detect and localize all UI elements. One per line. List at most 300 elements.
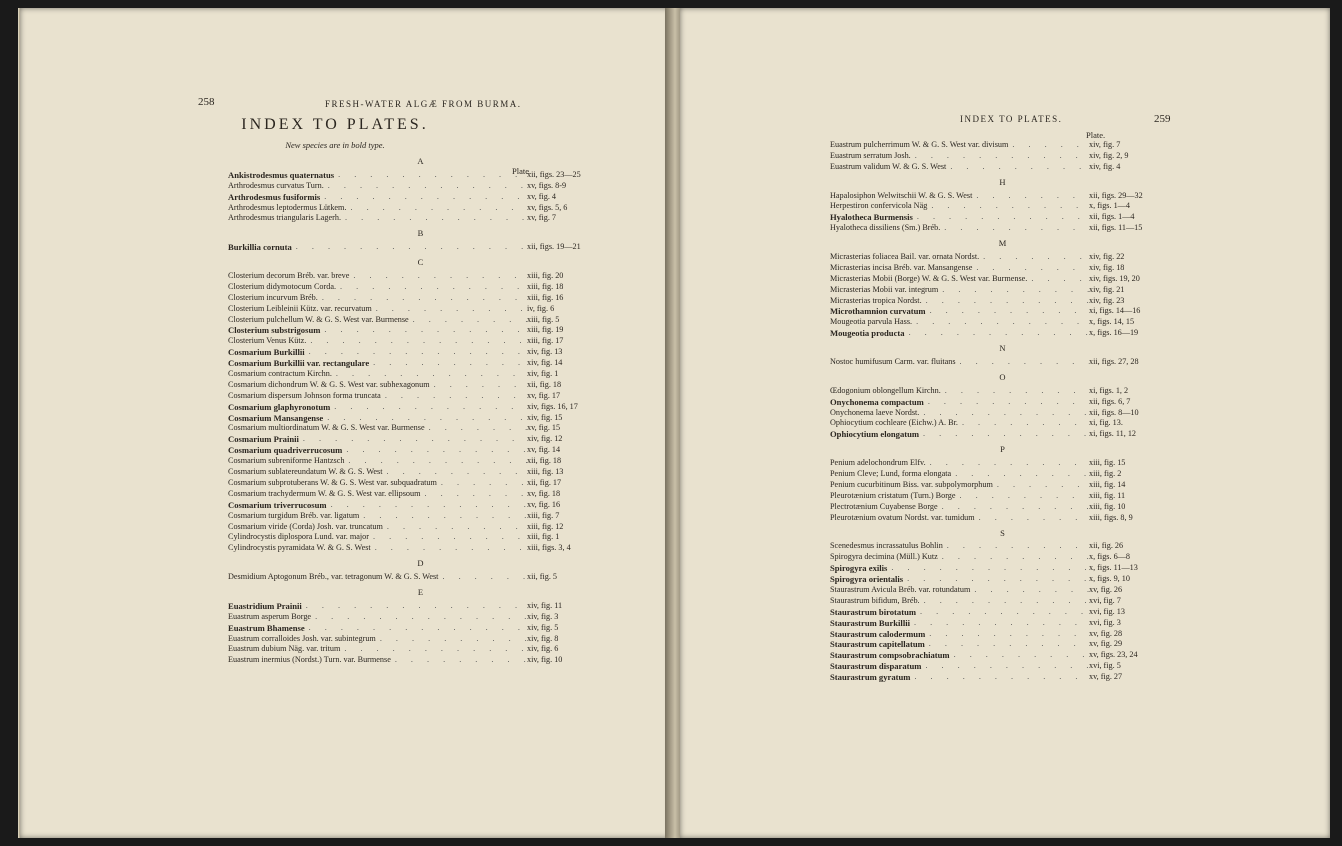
plate-reference: xiii, fig. 7: [527, 510, 560, 520]
plate-reference: xvi, fig. 5: [1089, 661, 1121, 671]
plate-reference: xiv, fig. 21: [1089, 284, 1125, 294]
index-entry: [830, 317, 1175, 328]
plate-reference: xii, figs. 11—15: [1089, 223, 1143, 233]
species-name: Hyalotheca dissiliens (Sm.) Bréb.: [830, 223, 941, 233]
leader-dots: [921, 661, 1089, 672]
plate-reference: xiii, fig. 5: [527, 314, 560, 324]
species-name: Staurastrum calodermum: [830, 628, 926, 639]
species-name: Cosmarium sublatereundatum W. & G. S. West: [228, 467, 383, 477]
plate-reference: xii, fig. 26: [1089, 541, 1124, 551]
index-entry: [830, 162, 1175, 173]
species-name: Cosmarium subprotuberans W. & G. S. West var. subquadratum: [228, 477, 437, 487]
leader-dots: [979, 252, 1089, 263]
plate-reference: xii, figs. 23—25: [527, 169, 581, 179]
species-name: Cosmarium dichondrum W. & G. S. West var. subhexagonum: [228, 379, 430, 389]
plate-reference: xii, fig. 18: [527, 456, 562, 466]
species-name: Staurastrum bifidum, Bréb.: [830, 595, 920, 605]
leader-dots: [919, 408, 1089, 419]
index-entry: [228, 271, 613, 282]
species-name: Closterium pulchellum W. & G. S. West var. Burmense: [228, 314, 409, 324]
plate-reference: xiii, fig. 18: [527, 281, 564, 291]
leader-dots: [927, 201, 1089, 212]
index-entry: [830, 618, 1175, 629]
plate-reference: xvi, fig. 3: [1089, 617, 1121, 627]
plate-reference: xiv, fig. 14: [527, 358, 563, 368]
plate-reference: xiii, fig. 12: [527, 521, 564, 531]
leader-dots: [926, 306, 1089, 317]
plate-reference: xii, fig. 5: [527, 572, 558, 582]
species-name: Euastrum corralloides Josh. var. subintegrum: [228, 633, 376, 643]
leader-dots: [970, 585, 1089, 596]
plate-reference: xiv, fig. 3: [527, 611, 559, 621]
plate-reference: xiii, figs. 8, 9: [1089, 512, 1133, 522]
index-entry: [228, 413, 613, 424]
section-letter: C: [417, 257, 424, 268]
plate-reference: xiv, fig. 5: [527, 622, 559, 632]
index-entry: [228, 572, 613, 583]
species-name: Mougeotia producta: [830, 328, 905, 339]
leader-dots: [383, 467, 527, 478]
page-number: 259: [1154, 113, 1171, 125]
page-number: 258: [198, 96, 215, 108]
leader-dots: [323, 413, 527, 424]
species-name: Onychonema laeve Nordst.: [830, 407, 920, 417]
leader-dots: [913, 212, 1089, 223]
species-name: Ophiocytium cochleare (Eichw.) A. Br.: [830, 418, 958, 428]
leader-dots: [938, 552, 1089, 563]
species-name: Euastrum asperum Borge: [228, 611, 312, 621]
index-entry: [830, 639, 1175, 650]
leader-dots: [302, 601, 527, 612]
leader-dots: [910, 618, 1089, 629]
leader-dots: [956, 357, 1089, 368]
leader-dots: [956, 491, 1089, 502]
leader-dots: [371, 543, 527, 554]
index-entry: [830, 408, 1175, 419]
leader-dots: [346, 203, 527, 214]
index-entry: [830, 274, 1175, 285]
plate-reference: xii, figs. 19—21: [527, 242, 581, 252]
plate-reference: xv, fig. 27: [1089, 672, 1123, 682]
leader-dots: [376, 634, 527, 645]
leader-dots: [359, 511, 527, 522]
index-entry: [228, 423, 613, 434]
leader-dots: [437, 478, 527, 489]
leader-dots: [320, 192, 527, 203]
plate-reference: xv, fig. 29: [1089, 639, 1123, 649]
leader-dots: [305, 623, 527, 634]
plate-reference: xii, figs. 1—4: [1089, 212, 1135, 222]
species-name: Cosmarium Prainii: [228, 434, 299, 445]
plate-reference: xi, figs. 14—16: [1089, 306, 1141, 316]
plate-reference: xiv, fig. 8: [527, 633, 559, 643]
index-entry: [228, 325, 613, 336]
leader-dots: [916, 607, 1089, 618]
left-page: [20, 8, 670, 838]
index-entry: [830, 263, 1175, 274]
index-entries: [830, 140, 1175, 683]
leader-dots: [905, 328, 1089, 339]
index-entry: [830, 552, 1175, 563]
species-name: Penium cucurbitinum Biss. var. subpolymorphum: [830, 479, 993, 489]
index-entry: [830, 672, 1175, 683]
plate-reference: xiv, fig. 13: [527, 347, 563, 357]
index-entry: [830, 296, 1175, 307]
section-letter: S: [1000, 527, 1005, 538]
index-entry: [830, 469, 1175, 480]
leader-dots: [926, 458, 1089, 469]
species-name: Euastrum Bhamense: [228, 622, 305, 633]
species-name: Closterium incurvum Bréb.: [228, 292, 318, 302]
species-name: Œdogonium oblongellum Kirchn.: [830, 385, 941, 395]
species-name: Pleurotænium ovatum Nordst. var. tumidum: [830, 512, 975, 522]
species-name: Staurastrum birotatum: [830, 606, 917, 617]
species-name: Cosmarium multiordinatum W. & G. S. West var. Burmense: [228, 423, 425, 433]
species-name: Cosmarium Burkillii var. rectangulare: [228, 358, 370, 369]
plate-reference: xiv, fig. 4: [1089, 161, 1121, 171]
index-entry: [830, 201, 1175, 212]
index-entry: [228, 500, 613, 511]
index-entry: [228, 347, 613, 358]
index-entry: [830, 563, 1175, 574]
species-name: Micrasterias Mobii (Borge) W. & G. S. West var. Burmense.: [830, 273, 1028, 283]
species-name: Euastridium Prainii: [228, 600, 302, 611]
leader-dots: [910, 672, 1089, 683]
species-name: Micrasterias incisa Bréb. var. Mansangense: [830, 262, 973, 272]
index-entry: [228, 456, 613, 467]
index-entry: [228, 511, 613, 522]
species-name: Staurastrum capitellatum: [830, 639, 925, 650]
leader-dots: [334, 170, 527, 181]
species-name: Nostoc humifusum Carm. var. fluitans: [830, 357, 956, 367]
leader-dots: [924, 397, 1089, 408]
index-entry: [830, 458, 1175, 469]
species-name: Ankistrodesmus quaternatus: [228, 169, 335, 180]
species-name: Staurastrum compsobrachiatum: [830, 650, 950, 661]
species-name: Cosmarium turgidum Bréb. var. ligatum: [228, 510, 360, 520]
species-name: Ophiocytium elongatum: [830, 429, 920, 440]
species-name: Onychonema compactum: [830, 396, 924, 407]
running-head: INDEX TO PLATES.: [960, 114, 1063, 124]
species-name: Staurastrum gyratum: [830, 672, 911, 683]
species-name: Staurastrum Avicula Bréb. var. rotundatum: [830, 584, 971, 594]
index-entry: [830, 252, 1175, 263]
leader-dots: [922, 296, 1089, 307]
species-name: Micrasterias foliacea Bail. var. ornata Nordst.: [830, 252, 980, 262]
plate-reference: xi, figs. 11, 12: [1089, 429, 1137, 439]
index-entry: [228, 601, 613, 612]
index-entry: [830, 491, 1175, 502]
index-entry: [228, 543, 613, 554]
leader-dots: [324, 181, 527, 192]
leader-dots: [887, 563, 1089, 574]
leader-dots: [292, 242, 527, 253]
plate-reference: xii, figs. 27, 28: [1089, 357, 1139, 367]
plate-reference: xiv, fig. 11: [527, 600, 563, 610]
plate-reference: xiii, fig. 11: [1089, 490, 1126, 500]
leader-dots: [372, 304, 527, 315]
index-entry: [228, 623, 613, 634]
species-name: Spirogyra orientalis: [830, 574, 904, 585]
plate-reference: xiii, fig. 19: [527, 325, 564, 335]
plate-reference: x, figs. 14, 15: [1089, 317, 1135, 327]
species-name: Scenedesmus incrassatulus Bohlin: [830, 541, 943, 551]
plate-reference: xii, fig. 17: [527, 477, 562, 487]
plate-reference: xiii, fig. 13: [527, 467, 564, 477]
index-entry: [830, 429, 1175, 440]
index-entry: [228, 203, 613, 214]
index-entry: [228, 644, 613, 655]
plate-reference: xiv, fig. 22: [1089, 252, 1125, 262]
plate-reference: xiv, fig. 18: [1089, 262, 1125, 272]
leader-dots: [1008, 140, 1089, 151]
index-entry: [228, 304, 613, 315]
species-name: Cylindrocystis pyramidata W. & G. S. West: [228, 543, 371, 553]
species-name: Staurastrum disparatum: [830, 661, 922, 672]
species-name: Micrasterias Mobii var. integrum: [830, 284, 939, 294]
plate-reference: xiv, fig. 1: [527, 369, 559, 379]
index-entry: [228, 532, 613, 543]
leader-dots: [341, 213, 527, 224]
plate-reference: xv, fig. 7: [527, 213, 557, 223]
species-name: Euastrum dubium Näg. var. tritum: [228, 644, 341, 654]
plate-reference: xvi, fig. 13: [1089, 606, 1125, 616]
leader-dots: [344, 456, 527, 467]
plate-reference: xv, fig. 28: [1089, 628, 1123, 638]
leader-dots: [925, 639, 1089, 650]
plate-reference: xi, figs. 1, 2: [1089, 385, 1129, 395]
index-entry: [830, 650, 1175, 661]
index-entry: [228, 293, 613, 304]
leader-dots: [311, 612, 527, 623]
plate-reference: xv, fig. 16: [527, 499, 561, 509]
plate-reference: xiv, fig. 6: [527, 644, 559, 654]
plate-reference: xiii, fig. 17: [527, 336, 564, 346]
index-entry: [830, 502, 1175, 513]
leader-dots: [958, 418, 1089, 429]
section-letter: N: [999, 343, 1006, 354]
plate-reference: xii, figs. 6, 7: [1089, 396, 1131, 406]
species-name: Euastrum validum W. & G. S. West: [830, 161, 947, 171]
plate-reference: xiii, fig. 10: [1089, 501, 1126, 511]
leader-dots: [430, 380, 527, 391]
species-name: Closterium decorum Bréb. var. breve: [228, 271, 350, 281]
index-entry: [830, 596, 1175, 607]
leader-dots: [941, 386, 1089, 397]
species-name: Penium Cleve; Lund, forma elongata: [830, 469, 952, 479]
plate-heading: Plate.: [1086, 130, 1106, 140]
leader-dots: [391, 655, 527, 666]
index-entry: [228, 391, 613, 402]
leader-dots: [920, 596, 1089, 607]
species-name: Micrasterias tropica Nordst.: [830, 295, 922, 305]
plate-heading: Plate.: [512, 166, 532, 176]
leader-dots: [421, 489, 528, 500]
plate-reference: xv, fig. 18: [527, 488, 561, 498]
plate-reference: xiii, fig. 1: [527, 532, 560, 542]
species-name: Cosmarium triverrucosum: [228, 499, 327, 510]
plate-reference: xv, fig. 26: [1089, 584, 1123, 594]
species-name: Cosmarium trachydermum W. & G. S. West var. ellipsoum: [228, 488, 421, 498]
leader-dots: [336, 282, 527, 293]
plate-reference: xii, fig. 18: [527, 379, 562, 389]
index-entry: [228, 170, 613, 181]
leader-dots: [327, 500, 527, 511]
leader-dots: [940, 223, 1089, 234]
plate-reference: xiv, fig. 2, 9: [1089, 150, 1129, 160]
species-name: Cosmarium subreniforme Hantzsch: [228, 456, 345, 466]
index-entry: [228, 478, 613, 489]
index-entry: [830, 357, 1175, 368]
index-entry: [830, 140, 1175, 151]
plate-reference: x, figs. 1—4: [1089, 201, 1130, 211]
plate-reference: xiii, fig. 20: [527, 271, 564, 281]
index-entry: [228, 655, 613, 666]
plate-reference: xv, figs. 5, 6: [527, 202, 568, 212]
leader-dots: [299, 434, 527, 445]
plate-reference: xiv, fig. 15: [527, 412, 563, 422]
species-name: Arthrodesmus curvatus Turn.: [228, 180, 324, 190]
leader-dots: [912, 317, 1089, 328]
section-letter: A: [417, 156, 424, 166]
plate-reference: xv, fig. 15: [527, 423, 561, 433]
index-entry: [830, 151, 1175, 162]
leader-dots: [369, 358, 527, 369]
section-letter: M: [998, 238, 1007, 249]
index-entry: [830, 574, 1175, 585]
index-entry: [228, 315, 613, 326]
index-entry: [830, 541, 1175, 552]
leader-dots: [911, 151, 1089, 162]
plate-reference: xiv, fig. 23: [1089, 295, 1125, 305]
leader-dots: [340, 644, 527, 655]
species-name: Arthrodesmus leptodermus Lütkem.: [228, 202, 347, 212]
plate-reference: xiii, fig. 14: [1089, 479, 1126, 489]
section-letter: P: [1000, 444, 1005, 455]
index-entry: [228, 358, 613, 369]
plate-reference: xvi, fig. 7: [1089, 595, 1121, 605]
species-name: Pleurotænium cristatum (Turn.) Borge: [830, 490, 956, 500]
leader-dots: [946, 162, 1089, 173]
plate-reference: iv, fig. 6: [527, 303, 555, 313]
plate-reference: xiv, fig. 12: [527, 434, 563, 444]
index-entry: [228, 336, 613, 347]
leader-dots: [950, 650, 1089, 661]
leader-dots: [425, 423, 527, 434]
index-entry: [228, 445, 613, 456]
index-entry: [830, 607, 1175, 618]
plate-reference: xiv, figs. 16, 17: [527, 401, 578, 411]
species-name: Euastrum pulcherrimum W. & G. S. West var. divisum: [830, 140, 1009, 149]
plate-reference: xv, fig. 14: [527, 445, 561, 455]
index-entries: [228, 152, 613, 666]
leader-dots: [938, 285, 1089, 296]
section-letter: H: [999, 176, 1006, 187]
leader-dots: [320, 325, 527, 336]
leader-dots: [332, 369, 527, 380]
leader-dots: [383, 522, 527, 533]
leader-dots: [943, 541, 1089, 552]
species-name: Cosmarium contractum Kirchn.: [228, 369, 332, 379]
leader-dots: [305, 347, 527, 358]
species-name: Spirogyra decimina (Müll.) Kutz: [830, 552, 938, 562]
index-entry: [228, 181, 613, 192]
species-name: Spirogyra exilis: [830, 563, 888, 574]
leader-dots: [951, 469, 1089, 480]
species-name: Cosmarium dispersum Johnson forma truncata: [228, 390, 381, 400]
index-entry: [830, 285, 1175, 296]
index-entry: [228, 242, 613, 253]
plate-reference: xiii, fig. 16: [527, 292, 564, 302]
leader-dots: [342, 445, 527, 456]
index-entry: [830, 328, 1175, 339]
index-entry: [830, 418, 1175, 429]
leader-dots: [409, 315, 527, 326]
leader-dots: [318, 293, 527, 304]
leader-dots: [306, 336, 527, 347]
species-name: Cosmarium Mansangense: [228, 412, 324, 423]
leader-dots: [975, 513, 1089, 524]
species-name: Arthrodesmus triangularis Lagerh.: [228, 213, 342, 223]
index-entry: [228, 192, 613, 203]
right-page: [680, 8, 1330, 838]
species-name: Microthamnion curvatum: [830, 306, 926, 317]
plate-reference: xv, figs. 23, 24: [1089, 650, 1138, 660]
species-name: Cosmarium Burkillii: [228, 347, 305, 358]
species-name: Cosmarium quadriverrucosum: [228, 445, 343, 456]
page-title: INDEX TO PLATES.: [241, 116, 429, 133]
index-entry: [228, 467, 613, 478]
index-entry: [830, 397, 1175, 408]
plate-reference: xiv, fig. 7: [1089, 140, 1121, 149]
index-entry: [228, 380, 613, 391]
species-name: Cosmarium glaphyronotum: [228, 401, 331, 412]
species-name: Desmidium Aptogonum Bréb., var. tetragonum W. & G. S. West: [228, 572, 439, 582]
index-entry: [830, 212, 1175, 223]
species-name: Closterium Venus Kütz.: [228, 336, 307, 346]
section-letter: O: [999, 371, 1006, 382]
leader-dots: [993, 480, 1089, 491]
plate-reference: xiv, figs. 19, 20: [1089, 273, 1140, 283]
index-entry: [228, 634, 613, 645]
plate-reference: x, figs. 16—19: [1089, 328, 1139, 338]
plate-reference: xii, figs. 8—10: [1089, 407, 1139, 417]
plate-reference: xiv, fig. 10: [527, 655, 563, 665]
leader-dots: [972, 263, 1089, 274]
species-name: Hyalotheca Burmensis: [830, 212, 913, 223]
plate-reference: xv, figs. 8-9: [527, 180, 567, 190]
index-entry: [830, 585, 1175, 596]
leader-dots: [938, 502, 1089, 513]
species-name: Herpestiron confervicola Näg: [830, 201, 928, 211]
index-entry: [830, 191, 1175, 202]
plate-reference: x, figs. 9, 10: [1089, 574, 1130, 584]
species-name: Closterium Leibleinii Kütz. var. recurvatum: [228, 303, 372, 313]
index-entry: [228, 369, 613, 380]
index-entry: [830, 306, 1175, 317]
index-entry: [830, 661, 1175, 672]
species-name: Closterium didymotocum Corda.: [228, 281, 337, 291]
plate-reference: xiii, fig. 2: [1089, 469, 1122, 479]
species-name: Staurastrum Burkillii: [830, 617, 910, 628]
index-entry: [228, 213, 613, 224]
index-entry: [228, 282, 613, 293]
index-entry: [228, 434, 613, 445]
species-name: Closterium substrigosum: [228, 325, 321, 336]
index-entry: [830, 223, 1175, 234]
leader-dots: [1027, 274, 1089, 285]
leader-dots: [903, 574, 1089, 585]
